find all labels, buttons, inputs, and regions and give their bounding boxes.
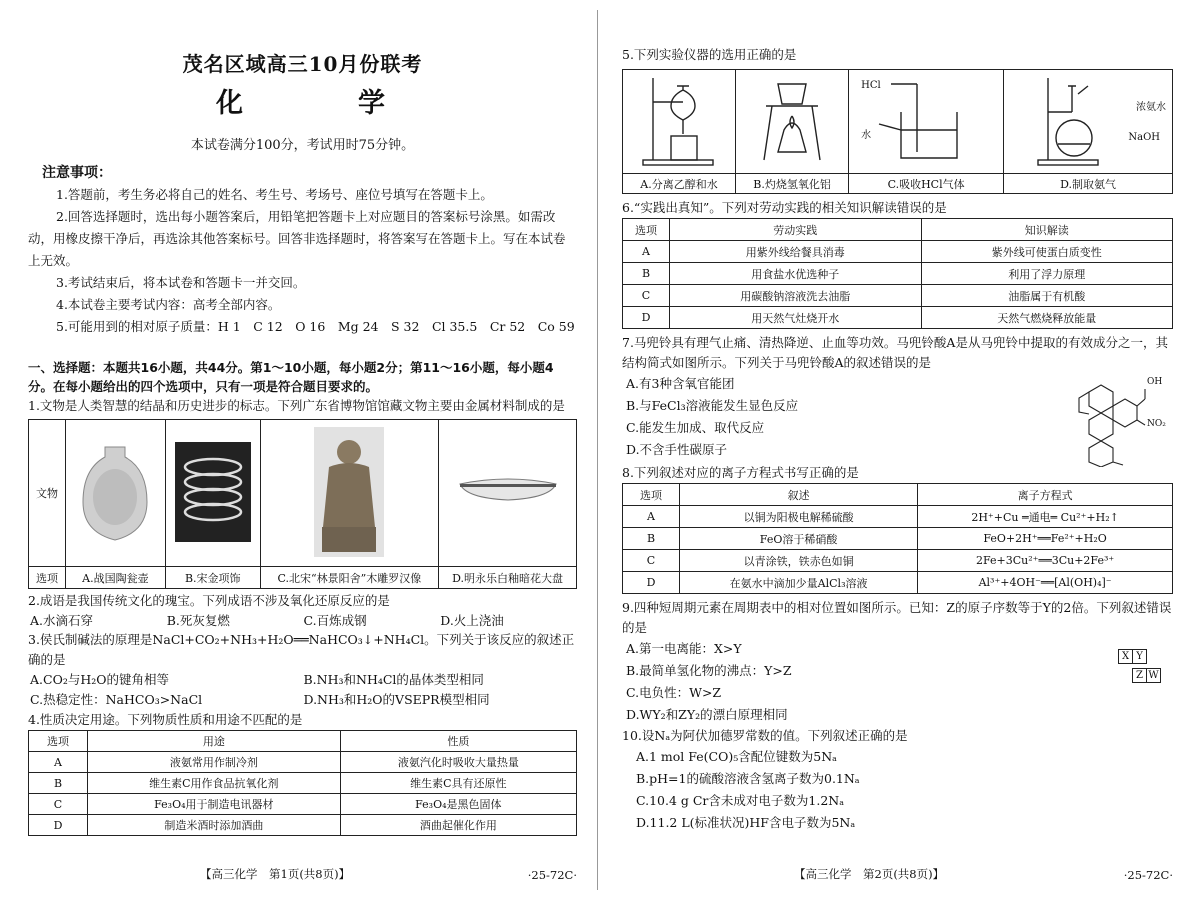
cell: 紫外线可使蛋白质变性 xyxy=(921,241,1173,263)
page-2 xyxy=(598,0,1195,900)
question-6-table xyxy=(622,218,1173,329)
cell: C xyxy=(29,794,88,815)
option-d: D.NH₃和H₂O的VSEPR模型相同 xyxy=(303,692,490,707)
page-code: ·25-72C· xyxy=(1123,868,1173,882)
grid-cell-z: Z xyxy=(1132,668,1147,683)
option-c: C.热稳定性：NaHCO₃>NaCl xyxy=(30,692,203,707)
apparatus-separating-funnel xyxy=(623,70,736,174)
cell: D xyxy=(623,307,670,329)
notice-item: 4.本试卷主要考试内容：高考全部内容。 xyxy=(56,297,281,312)
cell: 油脂属于有机酸 xyxy=(921,285,1173,307)
option-d: D.11.2 L(标准状况)HF含电子数为5Nₐ xyxy=(636,815,856,830)
option-label: 选项 xyxy=(29,567,66,589)
question-6-stem: 6.“实践出真知”。下列对劳动实践的相关知识解读错误的是 xyxy=(622,200,947,215)
table-header: 性质 xyxy=(340,731,576,752)
question-9-stem: 9.四种短周期元素在周期表中的相对位置如图所示。已知：Z的原子序数等于Y的2倍。下列叙述错误的是 xyxy=(622,600,1172,635)
notice-item: 2.回答选择题时，选出每小题答案后，用铅笔把答题卡上对应题目的答案标号涂黑。如需改动，用橡皮擦干净后，再选涂其他答案标号。回答非选择题时，将答案写在答题卡上。写在本试卷上无效。 xyxy=(28,209,566,268)
label-water: 水 xyxy=(861,130,872,141)
artifact-caption-b: B.宋金项饰 xyxy=(165,567,260,589)
apparatus-caption-b: B.灼烧氢氧化铝 xyxy=(736,174,849,194)
artifact-caption-d: D.明永乐白釉暗花大盘 xyxy=(439,567,577,589)
question-3-options xyxy=(28,670,577,710)
periodic-position-grid xyxy=(1119,644,1161,683)
table-header: 选项 xyxy=(29,731,88,752)
subject-title: 化 学 xyxy=(216,88,429,119)
option-a: A.水滴石穿 xyxy=(30,613,94,628)
label-hcl: HCl xyxy=(861,80,881,91)
question-1-table xyxy=(28,419,577,589)
artifact-caption-c: C.北宋“林景阳舍”木雕罗汉像 xyxy=(260,567,438,589)
cell: C xyxy=(623,285,670,307)
question-5-table xyxy=(622,69,1173,194)
table-row xyxy=(623,285,1173,307)
option-a: A.第一电离能：X>Y xyxy=(626,641,742,656)
table-header: 离子方程式 xyxy=(918,484,1173,506)
label-ammonia: 浓氨水 xyxy=(1136,102,1166,113)
cell: D xyxy=(623,572,680,594)
cell: 在氨水中滴加少量AlCl₃溶液 xyxy=(680,572,918,594)
apparatus-caption-d: D.制取氨气 xyxy=(1004,174,1173,194)
cell: 酒曲起催化作用 xyxy=(340,815,576,836)
label-naoh: NaOH xyxy=(1128,132,1160,143)
table-row xyxy=(29,773,577,794)
cell: 液氨常用作制冷剂 xyxy=(88,752,341,773)
cell: FeO溶于稀硝酸 xyxy=(680,528,918,550)
notice-item: 5.可能用到的相对原子质量：H 1 C 12 O 16 Mg 24 S 32 Cl 35.5 Cr 52 Co 59 xyxy=(56,319,575,334)
artifact-caption-a: A.战国陶瓮壶 xyxy=(66,567,166,589)
artifact-image-statue xyxy=(260,420,438,567)
apparatus-caption-a: A.分离乙醇和水 xyxy=(623,174,736,194)
cell: 以铜为阳极电解稀硫酸 xyxy=(680,506,918,528)
page-code: ·25-72C· xyxy=(527,868,577,882)
table-header: 叙述 xyxy=(680,484,918,506)
cell: 制造米酒时添加酒曲 xyxy=(88,815,341,836)
question-7 xyxy=(622,333,1173,461)
option-b: B.最简单氢化物的沸点：Y>Z xyxy=(626,663,792,678)
cell: Fe₃O₄是黑色固体 xyxy=(340,794,576,815)
cell: 用天然气灶烧开水 xyxy=(670,307,922,329)
page-footer: 【高三化学 第2页(共8页)】 xyxy=(794,867,945,881)
question-10-stem: 10.设Nₐ为阿伏加德罗常数的值。下列叙述正确的是 xyxy=(622,728,908,743)
table-row xyxy=(623,506,1173,528)
table-row xyxy=(623,263,1173,285)
option-c: C.10.4 g Cr含未成对电子数为1.2Nₐ xyxy=(636,793,845,808)
option-c: C.能发生加成、取代反应 xyxy=(626,420,765,435)
table-row xyxy=(623,241,1173,263)
cell: 用碳酸钠溶液洗去油脂 xyxy=(670,285,922,307)
apparatus-crucible-heating xyxy=(736,70,849,174)
cell: 维生素C具有还原性 xyxy=(340,773,576,794)
apparatus-caption-c: C.吸收HCl气体 xyxy=(849,174,1004,194)
cell: 维生素C用作食品抗氧化剂 xyxy=(88,773,341,794)
cell: 用食盐水优选种子 xyxy=(670,263,922,285)
notice-heading: 注意事项： xyxy=(42,165,112,181)
cell: A xyxy=(623,241,670,263)
option-a: A.CO₂与H₂O的键角相等 xyxy=(30,672,169,687)
table-row xyxy=(623,572,1173,594)
apparatus-gas-absorption xyxy=(849,70,1004,174)
cell: Fe₃O₄用于制造电讯器材 xyxy=(88,794,341,815)
grid-cell-w: W xyxy=(1146,668,1161,683)
cell: B xyxy=(29,773,88,794)
exam-title: 茂名区域高三10月份联考 xyxy=(182,52,423,76)
table-header: 用途 xyxy=(88,731,341,752)
grid-cell-x: X xyxy=(1118,649,1133,664)
grid-cell-y: Y xyxy=(1132,649,1147,664)
option-c: C.电负性：W>Z xyxy=(626,685,722,700)
table-row xyxy=(623,550,1173,572)
option-b: B.pH=1的硫酸溶液含氢离子数为0.1Nₐ xyxy=(636,771,860,786)
cell: 以青涂铁，铁赤色如铜 xyxy=(680,550,918,572)
exam-info: 本试卷满分100分，考试用时75分钟。 xyxy=(190,138,415,153)
artifact-image-jar xyxy=(66,420,166,567)
option-d: D.WY₂和ZY₂的漂白原理相同 xyxy=(626,707,788,722)
question-1-stem: 1.文物是人类智慧的结晶和历史进步的标志。下列广东省博物馆馆藏文物主要由金属材料制成的是 xyxy=(28,398,565,413)
cell: 天然气燃烧释放能量 xyxy=(921,307,1173,329)
cell: 利用了浮力原理 xyxy=(921,263,1173,285)
option-b: B.死灰复燃 xyxy=(166,613,230,628)
table-row xyxy=(29,752,577,773)
page-footer: 【高三化学 第1页(共8页)】 xyxy=(200,867,351,881)
question-9 xyxy=(622,598,1173,726)
cell: 2Fe+3Cu²⁺══3Cu+2Fe³⁺ xyxy=(918,550,1173,572)
notice-item: 1.答题前，考生务必将自己的姓名、考生号、考场号、座位号填写在答题卡上。 xyxy=(56,187,493,202)
section-heading: 一、选择题：本题共16小题，共44分。第1～10小题，每小题2分；第11～16小题，每小题4分。在每小题给出的四个选项中，只有一项是符合题目要求的。 xyxy=(28,360,554,394)
table-row xyxy=(623,528,1173,550)
cell: 液氨汽化时吸收大量热量 xyxy=(340,752,576,773)
cell: Al³⁺+4OH⁻══[Al(OH)₄]⁻ xyxy=(918,572,1173,594)
notice-list xyxy=(28,184,577,338)
table-row xyxy=(623,307,1173,329)
cell: C xyxy=(623,550,680,572)
table-row xyxy=(29,794,577,815)
question-4-table xyxy=(28,730,577,836)
cell: FeO+2H⁺══Fe²⁺+H₂O xyxy=(918,528,1173,550)
question-7-stem: 7.马兜铃具有理气止痛、清热降逆、止血等功效。马兜铃酸A是从马兜铃中提取的有效成分之一，其结构简式如图所示。下列关于马兜铃酸A的叙述错误的是 xyxy=(622,335,1168,370)
notice-item: 3.考试结束后，将本试卷和答题卡一并交回。 xyxy=(56,275,306,290)
option-d: D.不含手性碳原子 xyxy=(626,442,728,457)
table-header: 劳动实践 xyxy=(670,219,922,241)
artifact-image-plate xyxy=(439,420,577,567)
label-oh: OH xyxy=(1147,377,1163,387)
question-8-table xyxy=(622,483,1173,594)
question-5-stem: 5.下列实验仪器的选用正确的是 xyxy=(622,47,797,62)
option-b: B.NH₃和NH₄Cl的晶体类型相同 xyxy=(303,672,484,687)
cell: A xyxy=(29,752,88,773)
artifact-image-necklace xyxy=(165,420,260,567)
question-2-options xyxy=(28,611,577,630)
page-1 xyxy=(0,0,597,900)
table-row xyxy=(29,815,577,836)
cell: B xyxy=(623,528,680,550)
apparatus-ammonia-generation xyxy=(1004,70,1173,174)
question-8-stem: 8.下列叙述对应的离子方程式书写正确的是 xyxy=(622,465,859,480)
question-3-stem: 3.侯氏制碱法的原理是NaCl+CO₂+NH₃+H₂O══NaHCO₃↓+NH₄Cl。下列关于该反应的叙述正确的是 xyxy=(28,632,575,667)
cell: B xyxy=(623,263,670,285)
option-a: A.1 mol Fe(CO)₅含配位键数为5Nₐ xyxy=(636,749,837,764)
question-4-stem: 4.性质决定用途。下列物质性质和用途不匹配的是 xyxy=(28,712,303,727)
table-header: 选项 xyxy=(623,219,670,241)
cell: D xyxy=(29,815,88,836)
cell: 用紫外线给餐具消毒 xyxy=(670,241,922,263)
cell: A xyxy=(623,506,680,528)
option-c: C.百炼成钢 xyxy=(303,613,367,628)
question-2-stem: 2.成语是我国传统文化的瑰宝。下列成语不涉及氧化还原反应的是 xyxy=(28,593,390,608)
option-b: B.与FeCl₃溶液能发生显色反应 xyxy=(626,398,799,413)
table-header: 知识解读 xyxy=(921,219,1173,241)
option-a: A.有3种含氧官能团 xyxy=(626,376,735,391)
aristolochic-acid-structure xyxy=(1067,373,1167,471)
cell: 2H⁺+Cu ═通电═ Cu²⁺+H₂↑ xyxy=(918,506,1173,528)
option-d: D.火上浇油 xyxy=(440,613,504,628)
row-label: 文物 xyxy=(29,420,66,567)
label-no2: NO₂ xyxy=(1147,419,1166,429)
table-header: 选项 xyxy=(623,484,680,506)
